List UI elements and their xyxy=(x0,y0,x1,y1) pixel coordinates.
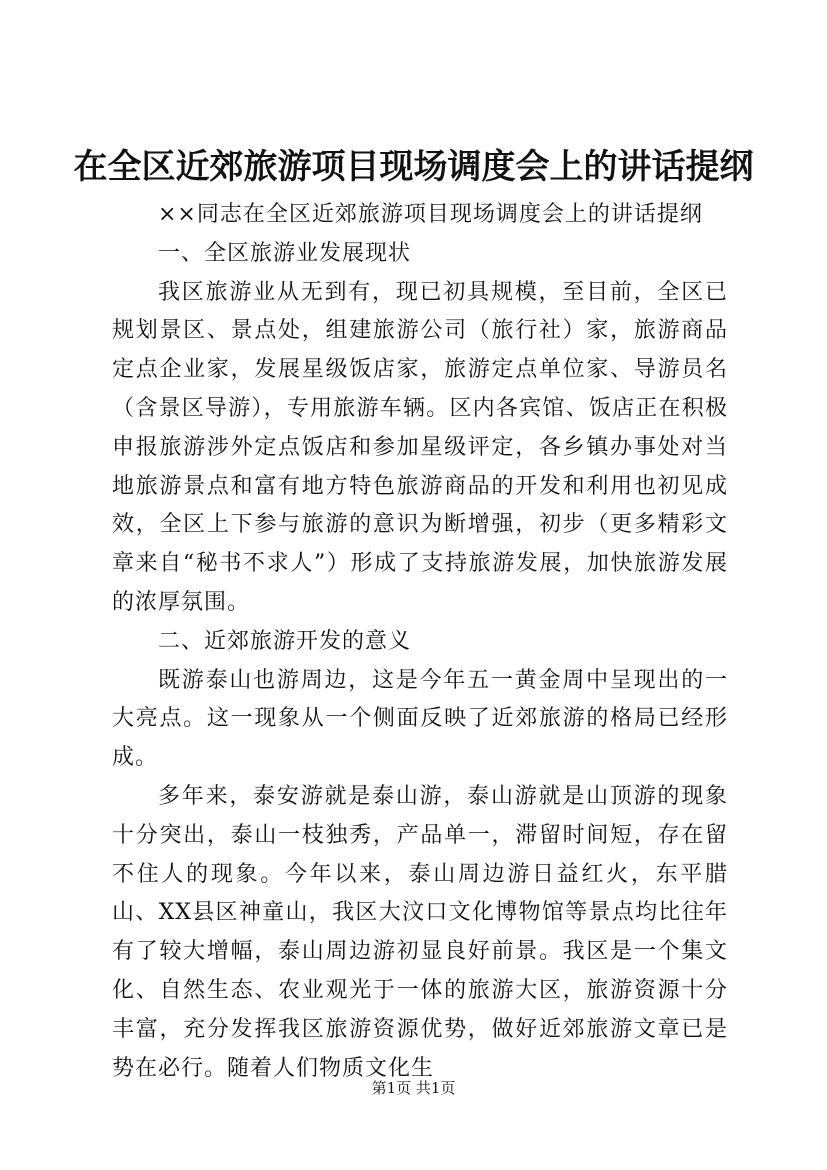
section-heading-1: 一、全区旅游业发展现状 xyxy=(158,240,412,266)
body-paragraph: 既游泰山也游周边，这是今年五一黄金周中呈现出的一大亮点。这一现象从一个侧面反映了近郊旅游的格局已经形成。 xyxy=(112,667,728,771)
page-footer: 第1页 共1页 xyxy=(371,1079,456,1097)
body-paragraph: 我区旅游业从无到有，现已初具规模，至目前，全区已规划景区、景点处，组建旅游公司（旅行社）家，旅游商品定点企业家，发展星级饭店家，旅游定点单位家、导游员名（含景区导游），专用旅游车辆。区内各宾馆、饭店正在积极申报旅游涉外定点饭店和参加星级评定，各乡镇办事处对当地旅游景点和富有地方特色旅游商品的开发和利用也初见成效，全区上下参与旅游的意识为断增强，初步（更多精彩文章来自“秘书不求人”）形成了支持旅游发展，加快旅游发展的浓厚氛围。 xyxy=(112,279,728,615)
body-paragraph: 多年来，泰安游就是泰山游，泰山游就是山顶游的现象十分突出，泰山一枝独秀，产品单一，滞留时间短，存在留不住人的现象。今年以来，泰山周边游日益红火，东平腊山、XX县区神童山，我区大汶口文化博物馆等景点均比往年有了较大增幅，泰山周边游初显良好前景。我区是一个集文化、自然生态、农业观光于一体的旅游大区，旅游资源十分丰富，充分发挥我区旅游资源优势，做好近郊旅游文章已是势在必行。随着人们物质文化生 xyxy=(112,783,728,1081)
document-body xyxy=(112,196,728,1088)
document-title: 在全区近郊旅游项目现场调度会上的讲话提纲 xyxy=(73,147,754,187)
section-heading-2: 二、近郊旅游开发的意义 xyxy=(158,628,412,654)
speech-subtitle: ××同志在全区近郊旅游项目现场调度会上的讲话提纲 xyxy=(158,202,703,227)
